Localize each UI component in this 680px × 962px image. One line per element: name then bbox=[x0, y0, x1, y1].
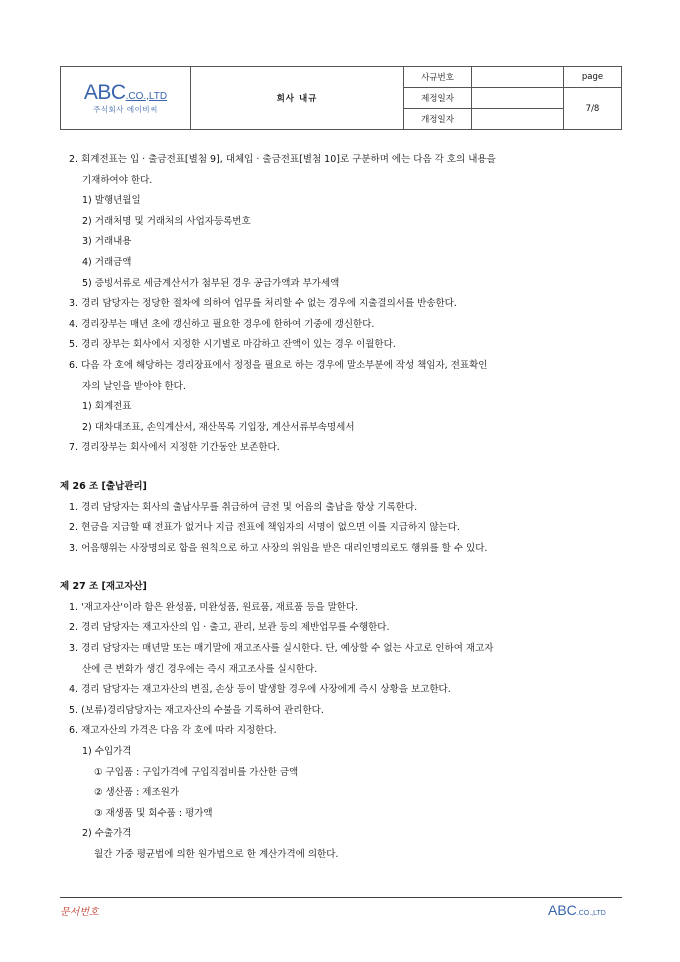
regulation-number-label: 사규번호 bbox=[404, 67, 472, 88]
company-logo: ABC.CO.,LTD 주식회사 에이비씨 bbox=[83, 80, 168, 114]
clause-line: 5. (보류)경리담당자는 재고자산의 수불을 기록하여 관리한다. bbox=[69, 704, 324, 716]
clause-line: 1. '재고자산'이라 함은 완성품, 미완성품, 원료품, 재료품 등을 말한다. bbox=[69, 601, 359, 613]
subclause-line: 1) 수입가격 bbox=[82, 746, 132, 758]
clause-line: 2. 현금을 지급할 때 전표가 없거나 지급 전표에 책임자의 서명이 없으면 이를 지급하지 않는다. bbox=[69, 522, 460, 534]
clause-line: 5. 경리 장부는 회사에서 지정한 시기별로 마감하고 잔액이 있는 경우 이월한다. bbox=[69, 339, 396, 351]
item-line: 월간 가중 평균법에 의한 원가법으로 한 계산가격에 의한다. bbox=[94, 849, 339, 860]
subclause-line: 2) 수출가격 bbox=[82, 828, 132, 840]
clause-line: 6. 재고자산의 가격은 다음 각 호에 따라 지정한다. bbox=[69, 725, 277, 737]
page-number: 7/8 bbox=[564, 88, 622, 130]
subclause-line: 1) 회계전표 bbox=[82, 401, 132, 413]
regulation-number-value bbox=[472, 67, 564, 88]
clause-line: 기재하여야 한다. bbox=[82, 174, 153, 186]
clause-line: 6. 다음 각 호에 해당하는 경리장표에서 정정을 필요로 하는 경우에 말소부분에 작성 책임자, 전표확인 bbox=[69, 359, 488, 371]
subclause-line: 1) 발행년월일 bbox=[82, 195, 141, 207]
page-label: page bbox=[564, 67, 622, 88]
clause-line: 4. 경리 담당자는 재고자산의 변질, 손상 등이 발생할 경우에 사장에게 즉시 상황을 보고한다. bbox=[69, 684, 451, 696]
subclause-line: 2) 대차대조표, 손익계산서, 재산목록 기입장, 계산서류부속명세서 bbox=[82, 421, 355, 433]
article-27-title: 제 27 조 [재고자산] bbox=[60, 581, 147, 593]
article-26-title: 제 26 조 [출납관리] bbox=[60, 480, 147, 492]
clause-line: 3. 경리 담당자는 정당한 절차에 의하여 업무를 처리할 수 없는 경우에 지출결의서를 반송한다. bbox=[69, 298, 457, 310]
revision-date-value bbox=[472, 109, 564, 130]
subclause-line: 4) 거래금액 bbox=[82, 256, 132, 268]
clause-line: 2. 경리 담당자는 재고자산의 입 · 출고, 관리, 보관 등의 제반업무를 수행한다. bbox=[69, 622, 390, 634]
footer-logo: ABC.CO.,LTD bbox=[548, 902, 606, 918]
document-body bbox=[60, 150, 625, 866]
enactment-date-value bbox=[472, 88, 564, 109]
clause-line: 4. 경리장부는 매년 초에 갱신하고 필요한 경우에 한하여 기중에 갱신한다. bbox=[69, 318, 375, 330]
footer-divider bbox=[60, 897, 622, 898]
clause-line: 3. 어음행위는 사장명의로 함을 원칙으로 하고 사장의 위임을 받은 대리인명의로도 행위를 할 수 있다. bbox=[69, 542, 488, 554]
clause-line: 3. 경리 담당자는 매년말 또는 매기말에 재고조사를 실시한다. 단, 예상할 수 없는 사고로 인하여 재고자 bbox=[69, 643, 494, 655]
item-line: ③ 재생품 및 회수품 : 평가액 bbox=[94, 807, 213, 819]
subclause-line: 5) 증빙서류로 세금계산서가 첨부된 경우 공급가액과 부가세액 bbox=[82, 277, 340, 289]
clause-line: 산에 큰 변화가 생긴 경우에는 즉시 재고조사를 실시한다. bbox=[82, 663, 318, 675]
subclause-line: 2) 거래처명 및 거래처의 사업자등록번호 bbox=[82, 215, 251, 227]
document-number-label: 문서번호 bbox=[60, 907, 99, 918]
revision-date-label: 개정일자 bbox=[404, 109, 472, 130]
subclause-line: 3) 거래내용 bbox=[82, 236, 132, 248]
item-line: ② 생산품 : 제조원가 bbox=[94, 787, 180, 799]
item-line: ① 구입품 : 구입가격에 구입직접비를 가산한 금액 bbox=[94, 766, 299, 778]
clause-line: 2. 회계전표는 입 · 출금전표[별첨 9], 대체입 · 출금전표[별첨 10]로 구분하며 에는 다음 각 호의 내용을 bbox=[69, 154, 496, 165]
company-logo-cell bbox=[61, 67, 191, 130]
clause-line: 자의 날인을 받아야 한다. bbox=[82, 380, 186, 392]
document-title: 회사 내규 bbox=[191, 67, 404, 130]
clause-line: 1. 경리 담당자는 회사의 출납사무를 취급하여 금전 및 어음의 출납을 항상 기록한다. bbox=[69, 501, 418, 513]
document-header-table bbox=[60, 66, 622, 130]
clause-line: 7. 경리장부는 회사에서 지정한 기간동안 보존한다. bbox=[69, 442, 280, 454]
enactment-date-label: 제정일자 bbox=[404, 88, 472, 109]
